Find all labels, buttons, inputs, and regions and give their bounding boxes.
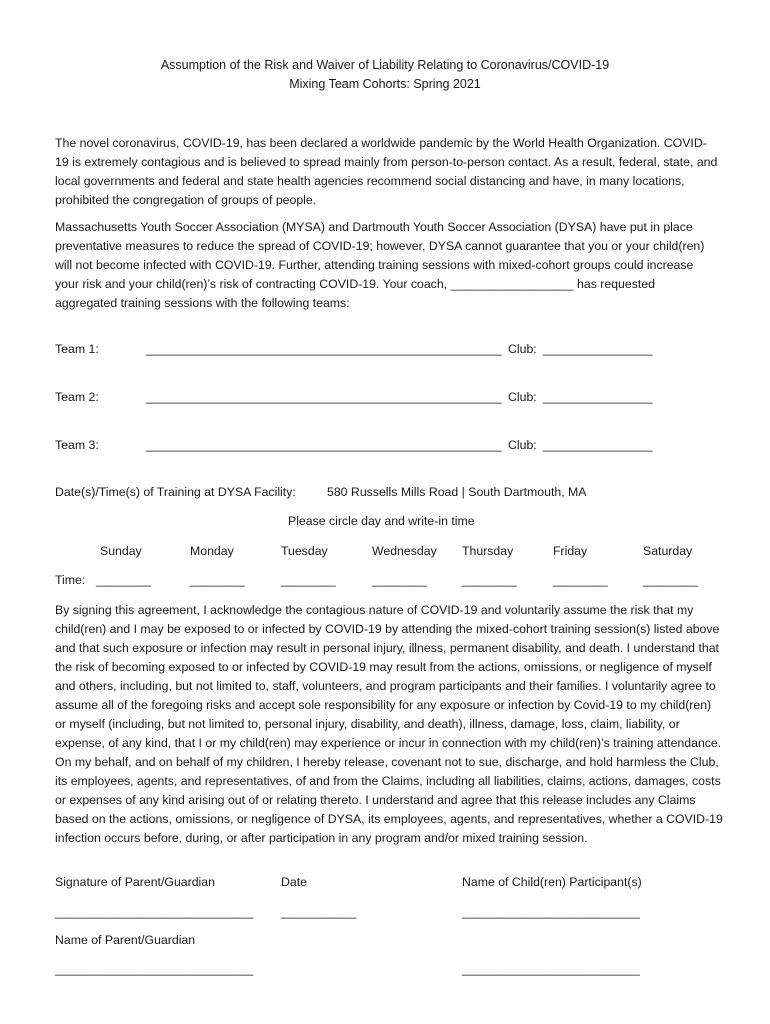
day-thursday[interactable]: Thursday	[462, 544, 514, 558]
time-field-monday[interactable]: ________	[190, 573, 245, 587]
team-3-club-field[interactable]: ________________	[543, 438, 653, 452]
signature-label: Signature of Parent/Guardian	[55, 875, 215, 889]
team-3-name-field[interactable]: ____________________________________________________	[146, 438, 502, 452]
day-friday[interactable]: Friday	[553, 544, 588, 558]
child-name-field-2[interactable]: __________________________	[462, 962, 640, 976]
time-field-sunday[interactable]: ________	[96, 573, 151, 587]
team-1-name-field[interactable]: ____________________________________________________	[146, 342, 502, 356]
day-wednesday[interactable]: Wednesday	[372, 544, 437, 558]
time-field-friday[interactable]: ________	[553, 573, 608, 587]
agreement-paragraph: By signing this agreement, I acknowledge the contagious nature of COVID-19 and voluntarily assume the risk that my child(ren) and I may be exposed to or infected by COVID-19 by attending the mixed-cohort training session(s) listed above and that such exposure or infection may result in personal injury, illness, permanent disability, and death. I understand that the risk of becoming exposed to or infected by COVID-19 may result from the actions, omissions, or negligence of myself and others, including, but not limited to, staff, volunteers, and program participants and their families. I voluntarily agree to assume all of the foregoing risks and accept sole responsibility for any exposure or infection by Covid-19 to my child(ren) or myself (including, but not limited to, personal injury, disability, and death), illness, damage, loss, claim, liability, or expense, of any kind, that I or my child(ren) may experience or incur in connection with my child(ren)’s training attendance. On my behalf, and on behalf of my children, I hereby release, covenant not to sue, discharge, and hold harmless the Club, its employees, agents, and representatives, of and from the Claims, including all liabilities, claims, actions, damages, costs or expenses of any kind arising out of or relating thereto. I understand and agree that this release includes any Claims based on the actions, omissions, or negligence of DYSA, its employees, agents, and representatives, whether a COVID-19 infection occurs before, during, or after participation in any program and/or mixed training session.	[55, 603, 723, 845]
intro-paragraph-2: Massachusetts Youth Soccer Association (MYSA) and Dartmouth Youth Soccer Association (DYSA) have put in place preventative measures to reduce the spread of COVID-19; however, DYSA cannot guarantee that you or your child(ren) will not become infected with COVID-19. Further, attending training sessions with mixed-cohort groups could increase your risk and your child(ren)’s risk of contracting COVID-19. Your coach, __________________ has requested aggregated training sessions with the following teams:	[55, 220, 705, 310]
day-sunday[interactable]: Sunday	[100, 544, 142, 558]
team-1-label: Team 1:	[55, 342, 99, 356]
team-2-name-field[interactable]: ____________________________________________________	[146, 390, 502, 404]
team-2-club-field[interactable]: ________________	[543, 390, 653, 404]
time-field-tuesday[interactable]: ________	[281, 573, 336, 587]
document-title: Assumption of the Risk and Waiver of Liability Relating to Coronavirus/COVID-19	[160, 58, 610, 72]
day-saturday[interactable]: Saturday	[643, 544, 693, 558]
time-field-thursday[interactable]: ________	[462, 573, 517, 587]
child-name-field[interactable]: __________________________	[462, 905, 640, 919]
document-subtitle: Mixing Team Cohorts: Spring 2021	[289, 77, 481, 91]
day-tuesday[interactable]: Tuesday	[281, 544, 328, 558]
team-1-club-label: Club:	[508, 342, 537, 356]
team-2-label: Team 2:	[55, 390, 99, 404]
facility-label: Date(s)/Time(s) of Training at DYSA Facility:	[55, 485, 296, 499]
child-name-label: Name of Child(ren) Participant(s)	[462, 875, 642, 889]
team-3-label: Team 3:	[55, 438, 99, 452]
parent-name-field[interactable]: _____________________________	[55, 962, 254, 976]
date-field[interactable]: ___________	[281, 905, 357, 919]
time-label: Time:	[55, 573, 86, 587]
signature-field[interactable]: _____________________________	[55, 905, 254, 919]
team-1-club-field[interactable]: ________________	[543, 342, 653, 356]
facility-address: 580 Russells Mills Road | South Dartmouth, MA	[327, 485, 587, 499]
intro-paragraph-1: The novel coronavirus, COVID-19, has been declared a worldwide pandemic by the World Health Organization. COVID-19 is extremely contagious and is believed to spread mainly from person-to-person contact. As a result, federal, state, and local governments and federal and state health agencies recommend social distancing and have, in many locations, prohibited the congregation of groups of people.	[55, 136, 718, 207]
team-3-club-label: Club:	[508, 438, 537, 452]
team-2-club-label: Club:	[508, 390, 537, 404]
time-field-saturday[interactable]: ________	[643, 573, 698, 587]
time-field-wednesday[interactable]: ________	[372, 573, 427, 587]
date-label: Date	[281, 875, 307, 889]
parent-name-label: Name of Parent/Guardian	[55, 933, 196, 947]
day-monday[interactable]: Monday	[190, 544, 234, 558]
day-instruction: Please circle day and write-in time	[288, 514, 475, 528]
